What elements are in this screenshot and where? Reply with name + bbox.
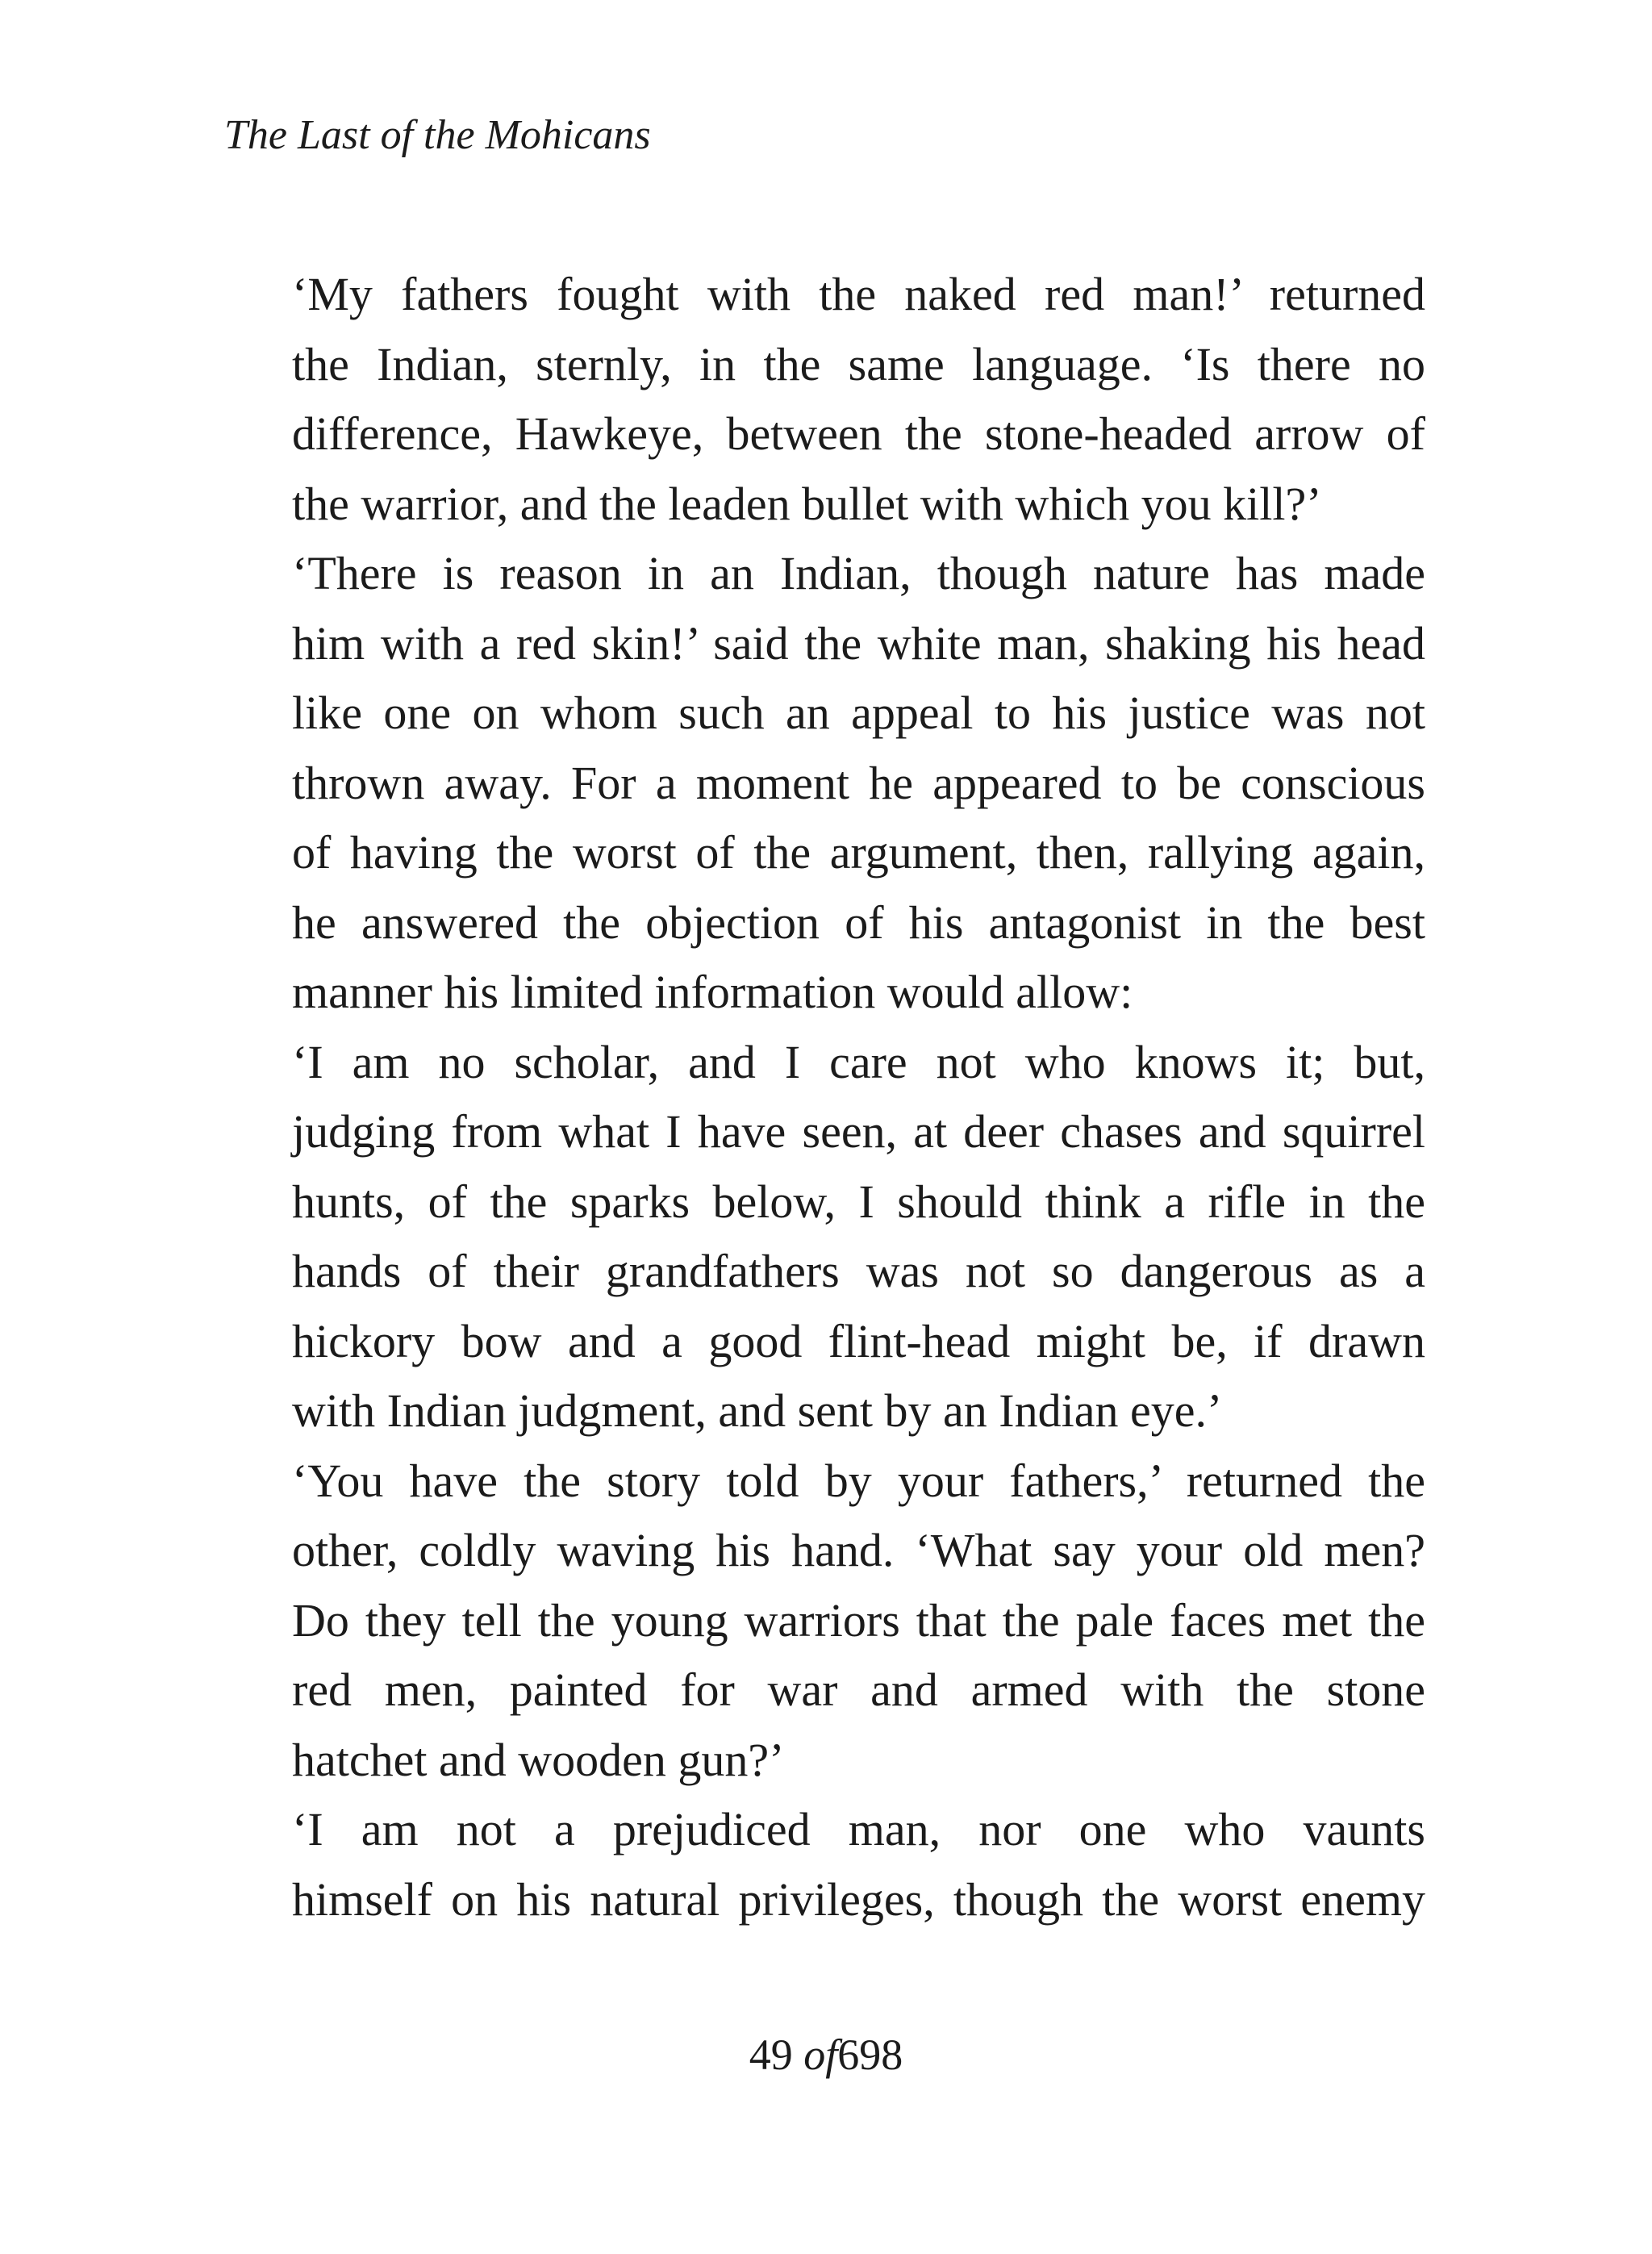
text-line: ‘There is reason in an Indian, though nature has made	[292, 547, 1425, 599]
text-line: ‘You have the story told by your fathers,’ returned the	[292, 1454, 1425, 1507]
text-line: with Indian judgment, and sent by an Indian eye.’	[292, 1384, 1223, 1437]
text-line: hatchet and wooden gun?’	[292, 1733, 785, 1786]
text-line: hunts, of the sparks below, I should think a rifle in the	[292, 1175, 1425, 1228]
text-line: he answered the objection of his antagonist in the best	[292, 895, 1425, 949]
page-total: 698	[837, 2031, 903, 2079]
text-line: judging from what I have seen, at deer chases and squirrel	[292, 1105, 1425, 1158]
text-line: the Indian, sternly, in the same language. ‘Is there no	[292, 337, 1425, 390]
text-line: hands of their grandfathers was not so dangerous as a	[292, 1245, 1425, 1297]
text-line: ‘My fathers fought with the naked red man!’ returned	[292, 268, 1425, 320]
text-line: hickory bow and a good flint-head might be, if drawn	[292, 1314, 1425, 1367]
text-line: red men, painted for war and armed with the stone	[292, 1663, 1425, 1716]
paragraph	[223, 1795, 1425, 1935]
text-line: of having the worst of the argument, then, rallying again,	[292, 826, 1425, 879]
paragraph	[223, 1446, 1425, 1796]
text-line: thrown away. For a moment he appeared to be conscious	[292, 756, 1425, 809]
page-number	[0, 2022, 1652, 2087]
text-line: ‘I am not a prejudiced man, nor one who vaunts	[292, 1803, 1425, 1855]
text-line: like one on whom such an appeal to his justice was not	[292, 687, 1425, 739]
text-line: himself on his natural privileges, though the worst enemy	[292, 1872, 1425, 1926]
body-text	[223, 260, 1425, 1935]
paragraph	[223, 1028, 1425, 1446]
text-line: ‘I am no scholar, and I care not who knows it; but,	[292, 1035, 1425, 1088]
text-line: the warrior, and the leaden bullet with which you kill?’	[292, 477, 1322, 530]
text-line: him with a red skin!’ said the white man, shaking his head	[292, 616, 1425, 670]
text-line: difference, Hawkeye, between the stone-headed arrow of	[292, 407, 1425, 460]
page-current: 49	[749, 2031, 793, 2079]
text-line: Do they tell the young warriors that the pale faces met the	[292, 1593, 1425, 1647]
page-of-label: of	[803, 2031, 838, 2079]
paragraph	[223, 260, 1425, 539]
running-header-title: The Last of the Mohicans	[224, 112, 651, 158]
paragraph	[223, 539, 1425, 1028]
text-line: manner his limited information would allow:	[292, 966, 1133, 1018]
text-line: other, coldly waving his hand. ‘What say your old men?	[292, 1524, 1425, 1576]
